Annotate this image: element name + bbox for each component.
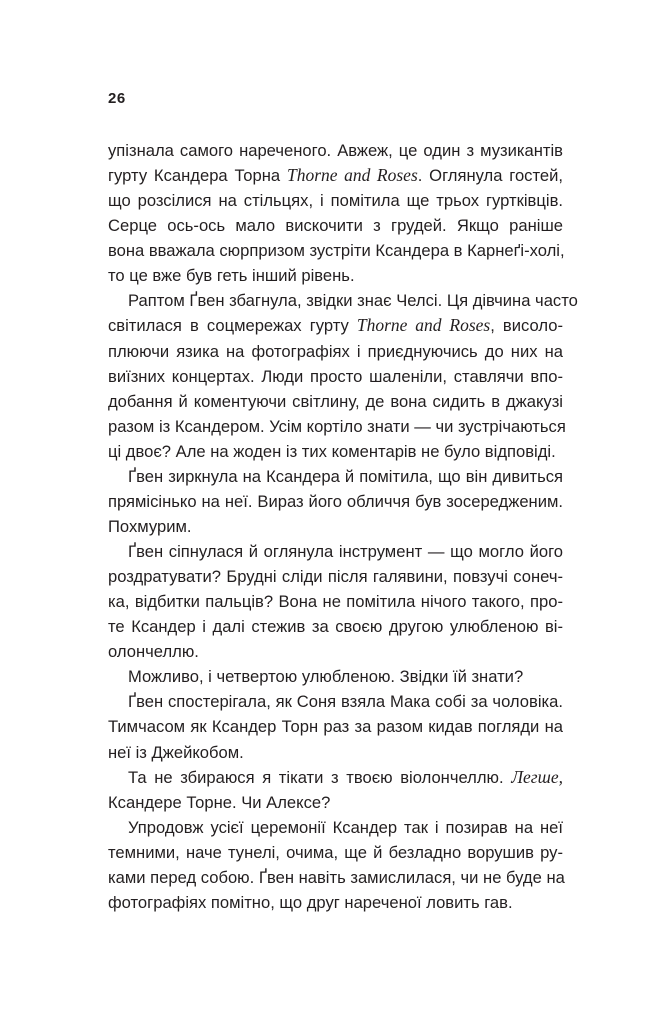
text-segment: плюючи язика на фотографіях і приєднуючись до них на [108, 341, 563, 361]
text-line [108, 790, 563, 815]
text-segment: Раптом Ґвен збагнула, звідки знає Челсі. Ця дівчина часто [128, 291, 578, 311]
text-line [108, 439, 563, 464]
text-line [108, 263, 563, 288]
text-line [108, 614, 563, 639]
text-line [108, 188, 563, 213]
text-segment: Ґвен сіпнулася й оглянула інструмент — що могло його [128, 542, 563, 561]
paragraph [108, 288, 578, 463]
text-line [108, 364, 563, 389]
text-segment: Ксандере Торне. Чи Алексе? [108, 792, 331, 812]
text-line [108, 689, 563, 714]
text-line [108, 539, 563, 564]
text-segment: фотографіях помітно, що друг нареченої ловить гав. [108, 892, 513, 912]
text-line [108, 890, 563, 915]
italic-text: Легше, [511, 766, 563, 787]
text-line [108, 840, 563, 865]
text-segment: темними, наче тунелі, очима, ще й безладно ворушив ру- [108, 842, 563, 862]
text-segment: Та не збираюся я тікати з твоєю віолончеллю. [128, 767, 512, 787]
italic-text: Thorne and Roses [356, 315, 491, 336]
text-segment: роздратувати? Брудні сліди після галявини, повзучі сонеч- [108, 567, 563, 587]
text-segment: що розсілися на стільцях, і помітила ще трьох гуртківців. [108, 191, 563, 211]
text-segment: Упродовж усієї церемонії Ксандер так і позирав на неї [128, 817, 563, 837]
text-line [108, 464, 563, 489]
text-segment: вона вважала сюрпризом зустріти Ксандера в Карнеґі-холі, [108, 241, 565, 261]
text-segment: Похмурим. [108, 516, 192, 536]
text-line [108, 740, 563, 765]
text-segment: Серце ось-ось мало вискочити з грудей. Якщо раніше [108, 216, 563, 236]
text-line [108, 489, 563, 514]
page-number: 26 [108, 90, 126, 107]
text-line [108, 815, 563, 840]
text-segment: Ґвен зиркнула на Ксандера й помітила, що він дивиться [128, 466, 563, 486]
paragraph [108, 138, 563, 288]
text-line [108, 639, 563, 664]
text-segment: виїзних концертах. Люди просто шаленіли, ставлячи впо- [108, 366, 563, 386]
text-line [108, 163, 563, 188]
text-line [108, 514, 563, 539]
text-line [108, 389, 563, 414]
text-line [108, 313, 563, 338]
text-line [108, 664, 563, 689]
text-segment: ка, відбитки пальців? Вона не помітила нічого такого, про- [108, 592, 563, 612]
text-segment: добання й коментуючи світлину, де вона сидить в джакузі [108, 391, 563, 411]
text-segment: прямісінько на неї. Вираз його обличчя був зосередженим. [108, 491, 563, 511]
text-line [108, 138, 563, 163]
text-line [108, 865, 563, 890]
paragraph [108, 689, 563, 764]
paragraph [108, 664, 563, 689]
text-segment: олончеллю. [108, 642, 199, 662]
text-segment: то це вже був геть інший рівень. [108, 266, 355, 286]
body-text [108, 138, 578, 915]
text-segment: ці двоє? Але на жоден із тих коментарів не було відповіді. [108, 441, 556, 461]
paragraph [108, 765, 563, 815]
text-line [108, 288, 578, 313]
text-segment: , висоло- [490, 316, 563, 336]
text-line [108, 339, 563, 364]
text-segment: Тимчасом як Ксандер Торн раз за разом кидав погляди на [108, 717, 563, 737]
text-segment: . Оглянула гостей, [417, 166, 564, 186]
text-segment: неї із Джейкобом. [108, 742, 244, 762]
text-segment: упізнала самого нареченого. Авжеж, це один з музикантів [108, 141, 563, 160]
text-line [108, 238, 563, 263]
text-segment: Можливо, і четвертою улюбленою. Звідки їй знати? [128, 667, 524, 687]
text-line [108, 714, 563, 739]
text-line [108, 414, 566, 439]
text-line [108, 765, 563, 790]
italic-text: Thorne and Roses [286, 165, 418, 186]
text-line [108, 564, 563, 589]
text-segment: те Ксандер і далі стежив за своєю другою улюбленою ві- [108, 617, 563, 637]
text-segment: Ґвен спостерігала, як Соня взяла Мака собі за чоловіка. [128, 692, 563, 712]
text-segment: ками перед собою. Ґвен навіть замислилася, чи не буде на [108, 867, 565, 887]
paragraph [108, 539, 563, 664]
paragraph [108, 464, 563, 539]
text-line [108, 589, 563, 614]
text-segment: разом із Ксандером. Усім кортіло знати — чи зустрічаються [108, 416, 566, 436]
text-segment: гурту Ксандера Торна [108, 166, 287, 186]
text-line [108, 213, 563, 238]
paragraph [108, 815, 563, 915]
text-segment: світилася в соцмережах гурту [108, 316, 357, 336]
